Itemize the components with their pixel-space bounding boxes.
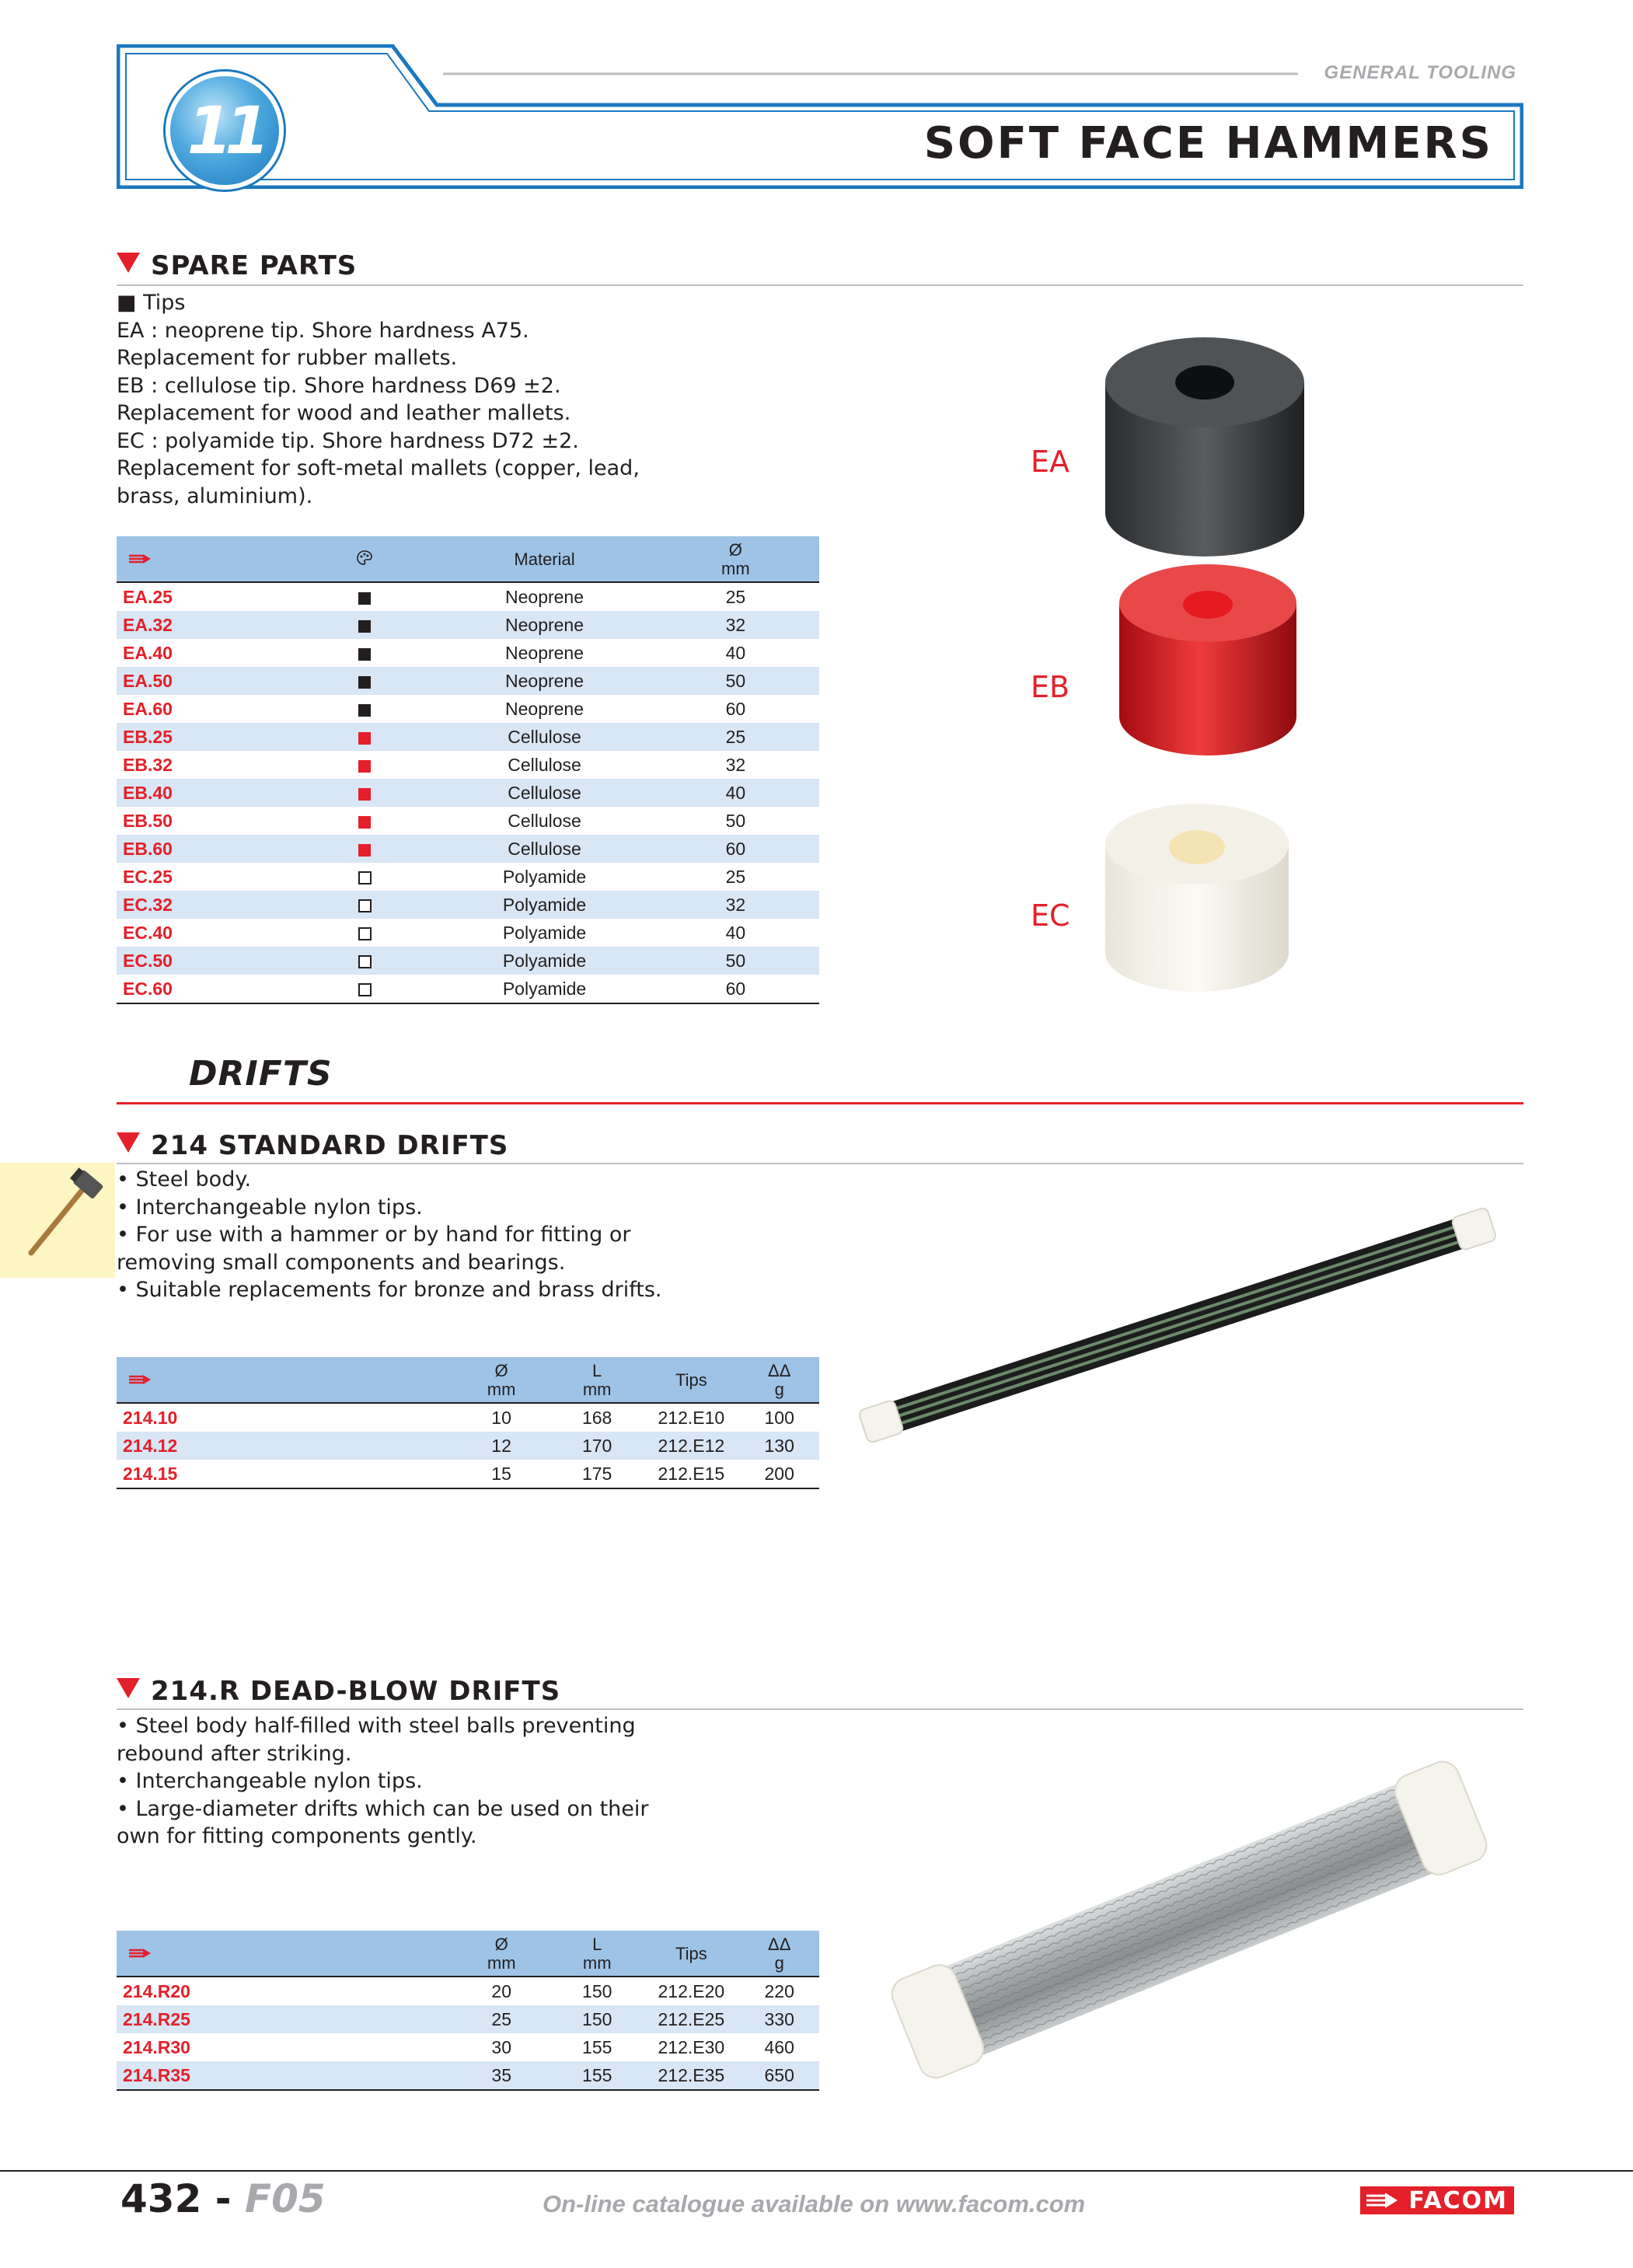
- material-cell: Neoprene: [437, 667, 651, 695]
- diameter-cell: 15: [452, 1460, 551, 1488]
- diameter-cell: 20: [491, 1980, 511, 2001]
- material-cell: Neoprene: [505, 698, 584, 719]
- tips-cell: 212.E30: [658, 2036, 725, 2057]
- reference-cell: EA.32: [117, 611, 292, 639]
- weight-cell: 100: [764, 1407, 794, 1428]
- color-column-icon: [292, 536, 438, 582]
- reference-cell: 214.10: [123, 1407, 178, 1428]
- ea-neoprene-tip-image: [1104, 334, 1306, 560]
- color-swatch-cell: [292, 891, 438, 919]
- tips-cell: 212.E12: [643, 1432, 739, 1460]
- table-row: [117, 1460, 819, 1488]
- length-cell: 168: [581, 1407, 612, 1428]
- length-cell: 170: [551, 1432, 643, 1460]
- dead-blow-drift-image: [878, 1757, 1500, 2083]
- length-cell: 150: [582, 1980, 612, 2001]
- hammer-side-tab: [0, 1163, 115, 1278]
- diameter-header: Ø mm: [452, 1357, 551, 1403]
- weight-cell: 650: [739, 2061, 819, 2090]
- table-row: [117, 947, 819, 975]
- material-cell: Cellulose: [437, 835, 651, 863]
- triangle-marker-icon: [117, 1132, 140, 1153]
- diameter-cell: 25: [725, 586, 746, 607]
- reference-column-icon: [117, 536, 292, 582]
- dead-blow-drifts-heading: 214.R DEAD-BLOW DRIFTS: [117, 1676, 560, 1707]
- diameter-cell: 40: [652, 779, 819, 807]
- facom-arrow-icon: [1365, 2191, 1399, 2210]
- reference-cell: EA.25: [123, 586, 173, 607]
- color-swatch-icon: [358, 620, 371, 633]
- color-swatch-cell: [292, 863, 438, 891]
- material-cell: Polyamide: [437, 975, 651, 1003]
- table-row: [117, 582, 819, 611]
- tips-cell: 212.E15: [643, 1460, 739, 1488]
- color-swatch-icon: [358, 983, 372, 996]
- diameter-cell: 50: [652, 667, 819, 695]
- reference-cell: 214.R35: [117, 2061, 452, 2090]
- material-cell: Polyamide: [437, 891, 651, 919]
- length-header: L mm: [551, 1357, 643, 1403]
- diameter-cell: 30: [491, 2036, 511, 2057]
- color-swatch-icon: [358, 955, 372, 968]
- color-swatch-icon: [358, 648, 371, 661]
- color-swatch-icon: [358, 871, 372, 885]
- diameter-cell: 25: [652, 723, 819, 751]
- table-row: [117, 695, 819, 723]
- reference-cell: EA.40: [123, 642, 173, 663]
- reference-cell: EB.25: [117, 723, 292, 751]
- color-swatch-icon: [358, 816, 371, 829]
- section-divider: [117, 1708, 1523, 1710]
- weight-cell: 460: [764, 2036, 794, 2057]
- diameter-cell: 60: [652, 975, 819, 1003]
- page-number: 432 - F05: [120, 2176, 326, 2221]
- reference-cell: 214.R20: [123, 1980, 190, 2001]
- diameter-cell: 40: [725, 922, 746, 943]
- color-swatch-cell: [292, 779, 438, 807]
- table-row: [117, 1403, 819, 1432]
- chapter-badge: 11: [166, 72, 284, 190]
- weight-header: ΔΔ g: [739, 1357, 819, 1403]
- standard-drifts-heading: 214 STANDARD DRIFTS: [117, 1130, 508, 1161]
- color-swatch-cell: [292, 582, 438, 611]
- page-title: SOFT FACE HAMMERS: [923, 118, 1493, 169]
- length-cell: 175: [551, 1460, 643, 1488]
- reference-cell: EB.40: [117, 779, 292, 807]
- color-swatch-cell: [292, 975, 438, 1003]
- ec-polyamide-tip-image: [1104, 801, 1290, 993]
- color-swatch-cell: [292, 835, 438, 863]
- table-row: [117, 891, 819, 919]
- table-row: [117, 723, 819, 751]
- table-row: [117, 863, 819, 891]
- diameter-header: Ø mm: [452, 1931, 551, 1977]
- product-label-eb: EB: [1031, 670, 1070, 704]
- length-cell: 150: [551, 2005, 643, 2033]
- color-swatch-icon: [358, 704, 371, 717]
- color-swatch-icon: [358, 844, 371, 857]
- reference-cell: EC.25: [123, 866, 173, 887]
- material-cell: Neoprene: [437, 611, 651, 639]
- color-swatch-cell: [292, 807, 438, 835]
- tips-cell: 212.E25: [643, 2005, 739, 2033]
- material-cell: Neoprene: [505, 586, 584, 607]
- reference-cell: 214.15: [117, 1460, 452, 1488]
- spare-parts-heading: SPARE PARTS: [117, 250, 357, 281]
- table-row: [117, 2005, 819, 2033]
- facom-logo: FACOM: [1360, 2186, 1514, 2214]
- material-cell: Polyamide: [502, 922, 587, 943]
- drifts-title: DRIFTS: [189, 1054, 333, 1094]
- reference-cell: EA.60: [123, 698, 173, 719]
- diameter-cell: 50: [652, 947, 819, 975]
- color-swatch-cell: [292, 751, 438, 779]
- drifts-divider: [117, 1102, 1523, 1104]
- online-catalogue-note: On-line catalogue available on www.facom.com: [543, 2190, 1086, 2217]
- length-header: L mm: [551, 1931, 643, 1977]
- reference-cell: EB.32: [123, 754, 173, 775]
- category-label: GENERAL TOOLING: [1324, 62, 1516, 83]
- product-label-ec: EC: [1031, 898, 1070, 933]
- reference-column-icon: [117, 1357, 452, 1403]
- reference-cell: EC.40: [123, 922, 173, 943]
- table-row: [117, 2061, 819, 2090]
- diameter-cell: 32: [652, 611, 819, 639]
- diameter-cell: 60: [725, 698, 746, 719]
- color-swatch-icon: [358, 592, 371, 605]
- color-swatch-icon: [358, 676, 371, 689]
- material-cell: Cellulose: [508, 754, 581, 775]
- color-swatch-cell: [292, 723, 438, 751]
- table-row: [117, 807, 819, 835]
- tips-cell: 212.E20: [658, 1980, 725, 2001]
- reference-cell: EC.60: [117, 975, 292, 1003]
- standard-drifts-table: [117, 1357, 819, 1489]
- tips-cell: 212.E10: [658, 1407, 725, 1428]
- table-row: [117, 751, 819, 779]
- weight-header: ΔΔ g: [739, 1931, 819, 1977]
- table-row: [117, 975, 819, 1003]
- table-row: [117, 2033, 819, 2061]
- reference-column-icon: [117, 1931, 452, 1977]
- spare-parts-table: [117, 536, 819, 1004]
- table-row: [117, 779, 819, 807]
- weight-cell: 200: [739, 1460, 819, 1488]
- page-code: F05: [244, 2176, 326, 2221]
- color-swatch-cell: [292, 667, 438, 695]
- diameter-cell: 32: [652, 891, 819, 919]
- color-swatch-cell: [292, 919, 438, 947]
- triangle-marker-icon: [117, 253, 140, 273]
- reference-cell: EC.32: [117, 891, 292, 919]
- diameter-cell: 35: [452, 2061, 551, 2090]
- material-cell: Neoprene: [505, 642, 584, 663]
- length-cell: 155: [582, 2036, 612, 2057]
- diameter-cell: 10: [491, 1407, 511, 1428]
- tips-cell: 212.E35: [643, 2061, 739, 2090]
- spare-parts-description: ■ Tips EA : neoprene tip. Shore hardness A75. Replacement for rubber mallets. EB : cellulose tip. Shore hardness D69 ±2. Replacement for wood and leather mallets. EC : polyamide tip. Shore hardness D72 ±2. Replacement for soft-metal mallets (copper, lead, brass, aluminium).: [117, 291, 640, 508]
- color-swatch-cell: [292, 639, 438, 667]
- color-swatch-cell: [292, 611, 438, 639]
- weight-cell: 130: [739, 1432, 819, 1460]
- diameter-cell: 32: [725, 754, 746, 775]
- table-row: [117, 667, 819, 695]
- material-cell: Polyamide: [437, 947, 651, 975]
- triangle-marker-icon: [117, 1678, 140, 1698]
- diameter-cell: 25: [452, 2005, 551, 2033]
- diameter-cell: 25: [725, 866, 746, 887]
- dead-blow-drifts-table: [117, 1931, 819, 2091]
- table-row: [117, 1432, 819, 1460]
- hammer-icon: [0, 1163, 115, 1278]
- diameter-header: Ø mm: [652, 536, 819, 582]
- table-row: [117, 835, 819, 863]
- reference-cell: 214.12: [117, 1432, 452, 1460]
- material-cell: Cellulose: [508, 810, 581, 831]
- standard-drifts-description: • Steel body. • Interchangeable nylon tips. • For use with a hammer or by hand for fitting or removing small components and bearings. • Suitable replacements for bronze and brass drifts.: [117, 1167, 662, 1302]
- weight-cell: 220: [764, 1980, 794, 2001]
- tips-header: Tips: [643, 1931, 739, 1977]
- table-row: [117, 639, 819, 667]
- dead-blow-drifts-description: • Steel body half-filled with steel balls preventing rebound after striking. • Interchangeable nylon tips. • Large-diameter drifts which can be used on their own for fitting components gently.: [117, 1714, 649, 1848]
- reference-cell: EA.50: [117, 667, 292, 695]
- diameter-cell: 60: [652, 835, 819, 863]
- color-swatch-icon: [358, 788, 371, 801]
- length-cell: 155: [551, 2061, 643, 2090]
- table-row: [117, 919, 819, 947]
- section-divider: [117, 1163, 1523, 1164]
- diameter-cell: 50: [725, 810, 746, 831]
- material-header: Material: [437, 536, 651, 582]
- tips-header: Tips: [643, 1357, 739, 1403]
- reference-cell: 214.R30: [123, 2036, 190, 2057]
- material-cell: Polyamide: [502, 866, 587, 887]
- color-swatch-icon: [358, 760, 371, 773]
- table-row: [117, 1977, 819, 2005]
- section-divider: [117, 284, 1523, 286]
- color-swatch-icon: [358, 732, 371, 745]
- diameter-cell: 40: [725, 642, 746, 663]
- diameter-cell: 12: [452, 1432, 551, 1460]
- reference-cell: EB.50: [123, 810, 173, 831]
- color-swatch-cell: [292, 695, 438, 723]
- material-cell: Cellulose: [437, 723, 651, 751]
- table-row: [117, 611, 819, 639]
- color-swatch-icon: [358, 899, 372, 912]
- color-swatch-icon: [358, 927, 372, 940]
- material-cell: Cellulose: [437, 779, 651, 807]
- color-swatch-cell: [292, 947, 438, 975]
- reference-cell: EB.60: [117, 835, 292, 863]
- reference-cell: 214.R25: [117, 2005, 452, 2033]
- weight-cell: 330: [739, 2005, 819, 2033]
- reference-cell: EC.50: [117, 947, 292, 975]
- standard-drift-image: [847, 1181, 1508, 1469]
- footer-divider: [0, 2170, 1633, 2172]
- eb-cellulose-tip-image: [1118, 561, 1298, 759]
- product-label-ea: EA: [1031, 445, 1070, 479]
